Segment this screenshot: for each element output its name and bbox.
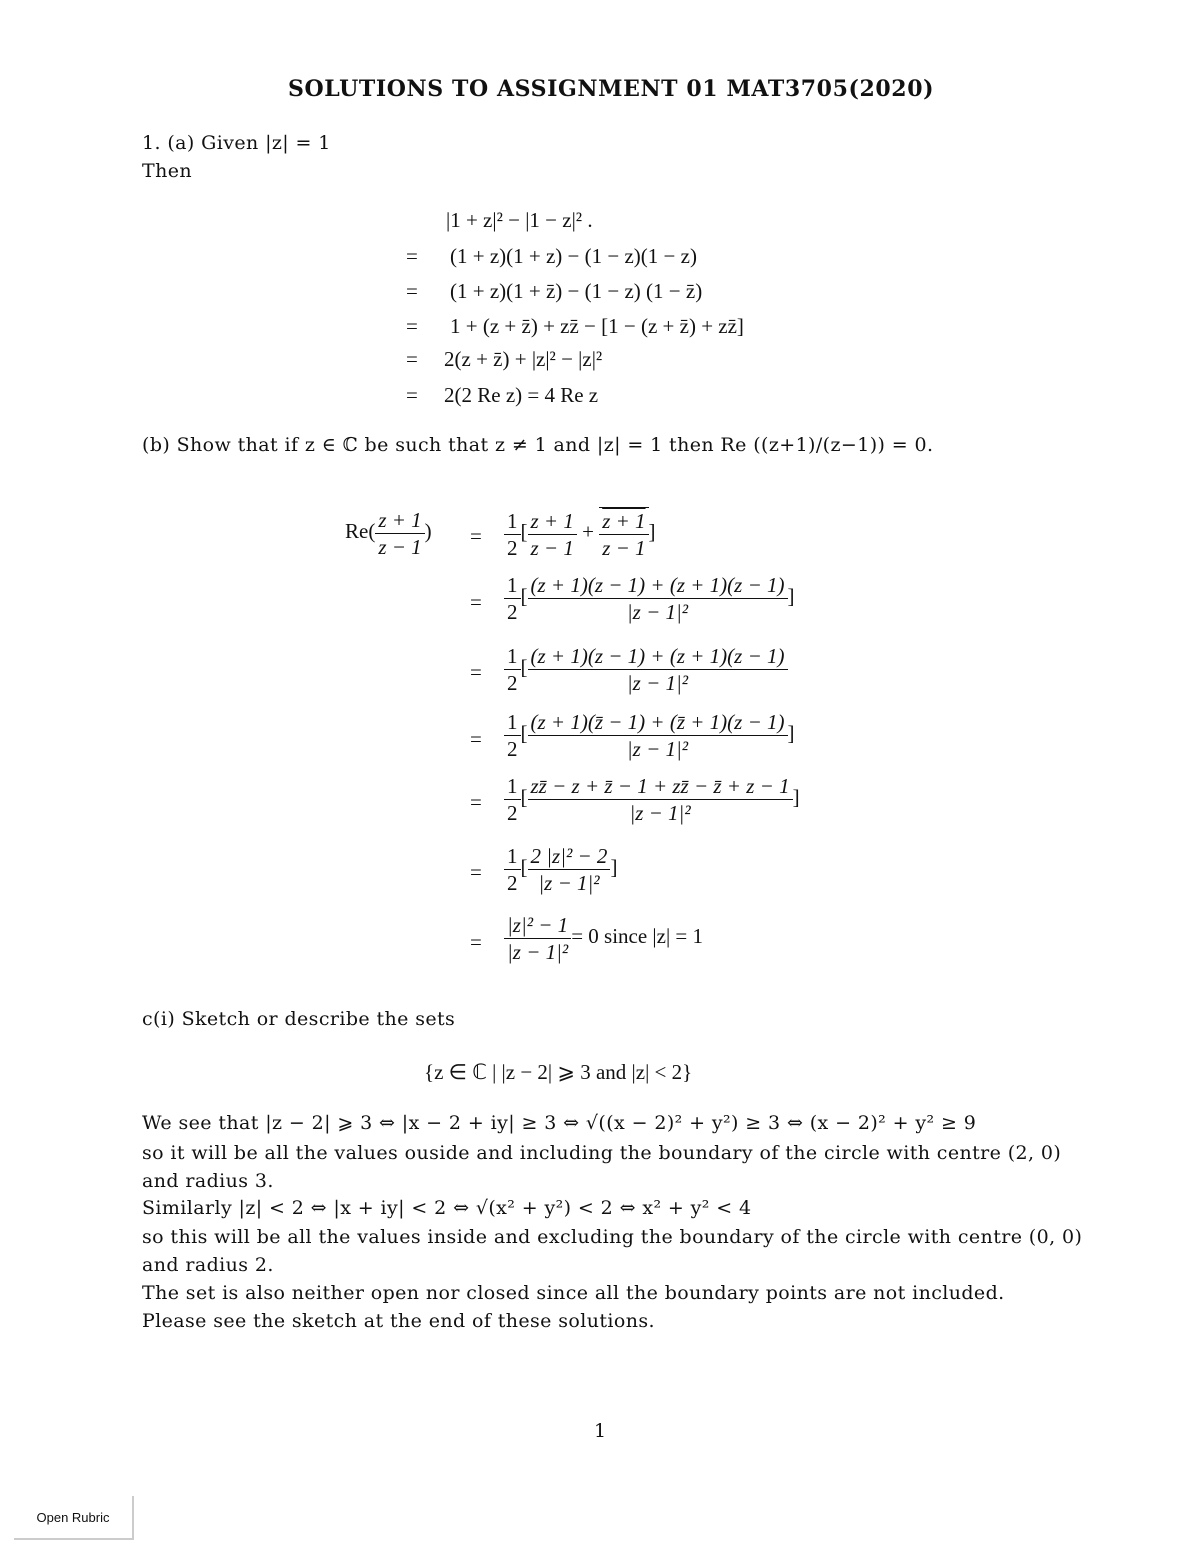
q1a-line-3: 1 + (z + z̄) + zz̄ − [1 − (z + z̄) + zz̄]	[450, 314, 744, 338]
q1b-eq-3: =	[470, 727, 482, 751]
q1a-line-5: 2(2 Re z) = 4 Re z	[444, 383, 599, 407]
page-title: SOLUTIONS TO ASSIGNMENT 01 MAT3705(2020)	[288, 76, 935, 102]
q1b-eq-5: =	[470, 860, 482, 884]
q1b-step-4: $\frac{1}{2}$ [ $\frac{zz̄ - z + z̄ - 1 + zz̄ - z̄ + z - 1}{\text{|z − 1|²}}$ ]	[504, 773, 800, 826]
q1b-step-5: $\frac{1}{2}$ [ $\frac{\text{2 |z|² − 2}}{\text{|z − 1|²}}$ ]	[504, 843, 617, 896]
q1c-p4: Similarly |z| < 2 ⇔ |x + iy| < 2 ⇔ √(x² + y²) < 2 ⇔ x² + y² < 4	[142, 1197, 752, 1219]
q1a-eq-1: =	[406, 244, 418, 268]
q1a-eq-4: =	[406, 347, 418, 371]
q1b-eq-2: =	[470, 660, 482, 684]
q1a-eq-5: =	[406, 383, 418, 407]
re-label: Re(	[345, 519, 376, 543]
q1c-p6: and radius 2.	[142, 1254, 274, 1276]
q1c-p2: so it will be all the values ouside and including the boundary of the circle with centre (2, 0)	[142, 1142, 1062, 1164]
q1c-p8: Please see the sketch at the end of these solutions.	[142, 1310, 655, 1332]
page-number: 1	[594, 1420, 607, 1442]
q1c-p3: and radius 3.	[142, 1170, 274, 1192]
q1a-line-0: |1 + z|² − |1 − z|² .	[446, 208, 593, 232]
q1b-step-1: $\frac{1}{2}$ [ $\frac{(z + 1)(z - 1) + (z + 1)(z - 1)}{\text{|z − 1|²}}$ ]	[504, 572, 795, 625]
q1c-p5: so this will be all the values inside and excluding the boundary of the circle with centre (0, 0)	[142, 1226, 1083, 1248]
q1a-line-1: (1 + z)(1 + z) − (1 − z)(1 − z)	[450, 244, 697, 268]
q1a-eq-2: =	[406, 279, 418, 303]
q1a-then: Then	[142, 160, 192, 182]
q1c-heading: c(i) Sketch or describe the sets	[142, 1008, 456, 1030]
q1b-statement: (b) Show that if z ∈ ℂ be such that z ≠ 1 and |z| = 1 then Re ((z+1)/(z−1)) = 0.	[142, 434, 934, 456]
q1b-eq-0: =	[470, 524, 482, 548]
q1b-step-2: $\frac{1}{2}$ [ $\frac{(z + 1)(z - 1) + (z + 1)(z - 1)}{\text{|z − 1|²}}$	[504, 643, 788, 696]
q1c-set: {z ∈ ℂ | |z − 2| ⩾ 3 and |z| < 2}	[424, 1060, 693, 1084]
q1c-p7: The set is also neither open nor closed since all the boundary points are not included.	[142, 1282, 1005, 1304]
q1a-line-4: 2(z + z̄) + |z|² − |z|²	[444, 347, 603, 371]
q1b-step-3: $\frac{1}{2}$ [ $\frac{(z + 1)(z̄ - 1) + (z̄ + 1)(z - 1)}{\text{|z − 1|²}}$ ]	[504, 709, 795, 762]
q1b-eq-4: =	[470, 790, 482, 814]
q1a-eq-3: =	[406, 314, 418, 338]
lhs-fraction: $\frac{z + 1}{z - 1}$	[375, 507, 424, 560]
q1b-lhs: Re( $\frac{z + 1}{z - 1}$ )	[345, 508, 432, 559]
open-rubric-button[interactable]: Open Rubric	[14, 1496, 134, 1540]
q1a-line-2: (1 + z)(1 + z̄) − (1 − z) (1 − z̄)	[450, 279, 703, 303]
q1a-given: 1. (a) Given |z| = 1	[142, 132, 331, 154]
q1b-eq-6: =	[470, 930, 482, 954]
q1b-step-final: $\frac{\text{|z|² − 1}}{\text{|z − 1|²}}$ = 0 since |z| = 1	[504, 912, 703, 965]
q1b-eq-1: =	[470, 590, 482, 614]
q1c-p1: We see that |z − 2| ⩾ 3 ⇔ |x − 2 + iy| ≥ 3 ⇔ √((x − 2)² + y²) ≥ 3 ⇔ (x − 2)² + y² ≥ 9	[142, 1112, 977, 1134]
q1b-step-0: $\frac{1}{2}$ [ $\frac{z + 1}{z - 1}$ + $\frac{z + 1}{z - 1}$ ]	[504, 507, 656, 561]
